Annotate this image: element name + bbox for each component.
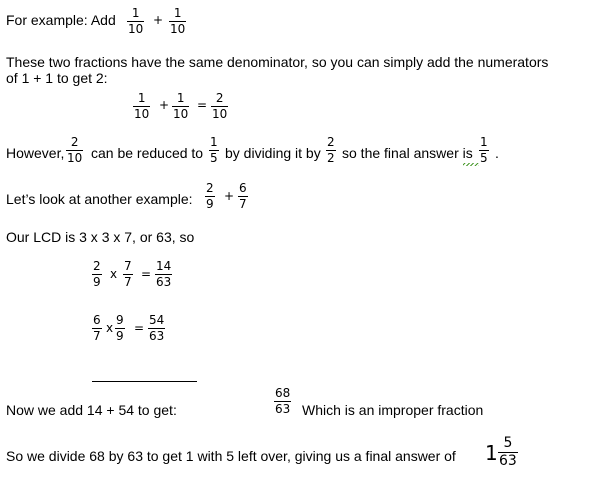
- denominator: 10: [173, 107, 189, 121]
- example-fraction-6-7: [238, 182, 248, 211]
- denominator: 5: [480, 151, 488, 165]
- denominator: 9: [206, 197, 214, 211]
- denominator: 10: [212, 107, 228, 121]
- eq1-fraction-b: [172, 92, 189, 121]
- plus-sign: +: [159, 98, 170, 112]
- times-sign: x: [106, 321, 114, 335]
- mixed-number-fraction: [498, 436, 518, 469]
- denominator: 7: [124, 275, 132, 289]
- numerator: 6: [239, 181, 247, 195]
- denominator: 9: [93, 275, 101, 289]
- denominator: 63: [499, 453, 517, 469]
- numerator: 2: [206, 181, 214, 195]
- equals-sign: =: [141, 267, 152, 281]
- paragraph-line-1: These two fractions have the same denominator, so you can simply add the numerators: [6, 54, 549, 70]
- paragraph-line-2: of 1 + 1 to get 2:: [6, 70, 108, 86]
- equals-sign: =: [134, 321, 145, 335]
- numerator: 1: [480, 135, 488, 149]
- denominator: 7: [239, 197, 247, 211]
- numerator: 1: [176, 91, 185, 105]
- improper-fraction-text: Which is an improper fraction: [302, 402, 484, 418]
- denominator: 10: [128, 22, 144, 36]
- numerator: 1: [210, 135, 218, 149]
- eq2-fraction-result: [155, 260, 172, 289]
- dividing-text: by dividing it by: [225, 145, 321, 161]
- eq3-fraction-b: [115, 314, 125, 343]
- denominator: 7: [93, 329, 101, 343]
- final-line-text: So we divide 68 by 63 to get 1 with 5 left over, giving us a final answer of: [6, 448, 456, 464]
- plus-sign: +: [224, 189, 235, 203]
- now-we-add-text: Now we add 14 + 54 to get:: [6, 402, 177, 418]
- eq1-fraction-a: [133, 92, 150, 121]
- sum-fraction-68-63: [274, 387, 291, 416]
- denominator: 10: [170, 22, 186, 36]
- numerator: 14: [156, 259, 172, 273]
- numerator: 5: [503, 435, 513, 451]
- however-text: However,: [6, 145, 65, 161]
- however-fraction-1-5: [209, 136, 219, 165]
- times-sign: x: [110, 267, 118, 281]
- eq3-fraction-a: [92, 314, 102, 343]
- numerator: 2: [93, 259, 101, 273]
- numerator: 2: [215, 91, 224, 105]
- another-example-text: Let’s look at another example:: [6, 191, 193, 207]
- eq2-fraction-a: [92, 260, 102, 289]
- denominator: 63: [156, 275, 172, 289]
- eq1-fraction-result: [211, 92, 228, 121]
- intro-text: For example: Add: [6, 12, 116, 28]
- numerator: 7: [124, 259, 132, 273]
- lcd-text: Our LCD is 3 x 3 x 7, or 63, so: [6, 229, 195, 245]
- denominator: 10: [67, 151, 83, 165]
- however-fraction-2-10: [66, 136, 83, 165]
- numerator: 2: [327, 135, 335, 149]
- period: .: [495, 145, 499, 161]
- equals-sign: =: [197, 98, 208, 112]
- fraction-1-10-b: [169, 7, 186, 36]
- mixed-number-whole: 1: [485, 441, 498, 465]
- spellcheck-underline: [463, 163, 479, 166]
- denominator: 5: [210, 151, 218, 165]
- numerator: 68: [275, 386, 291, 400]
- denominator: 63: [149, 329, 165, 343]
- horizontal-rule: [92, 381, 197, 382]
- plus-sign: +: [153, 13, 164, 27]
- denominator: 2: [327, 151, 335, 165]
- however-fraction-1-5-answer: [479, 136, 489, 165]
- reduced-text: can be reduced to: [91, 145, 204, 161]
- denominator: 63: [275, 402, 291, 416]
- denominator: 10: [134, 107, 150, 121]
- eq3-fraction-result: [148, 314, 165, 343]
- final-answer-text: so the final answer is: [342, 145, 473, 161]
- numerator: 1: [137, 91, 146, 105]
- numerator: 1: [173, 6, 182, 20]
- numerator: 2: [70, 135, 79, 149]
- numerator: 1: [131, 6, 140, 20]
- eq2-fraction-b: [123, 260, 133, 289]
- however-fraction-2-2: [326, 136, 336, 165]
- numerator: 6: [93, 313, 101, 327]
- numerator: 54: [149, 313, 165, 327]
- example-fraction-2-9: [205, 182, 215, 211]
- numerator: 9: [116, 313, 124, 327]
- fraction-1-10-a: [127, 7, 144, 36]
- denominator: 9: [116, 329, 124, 343]
